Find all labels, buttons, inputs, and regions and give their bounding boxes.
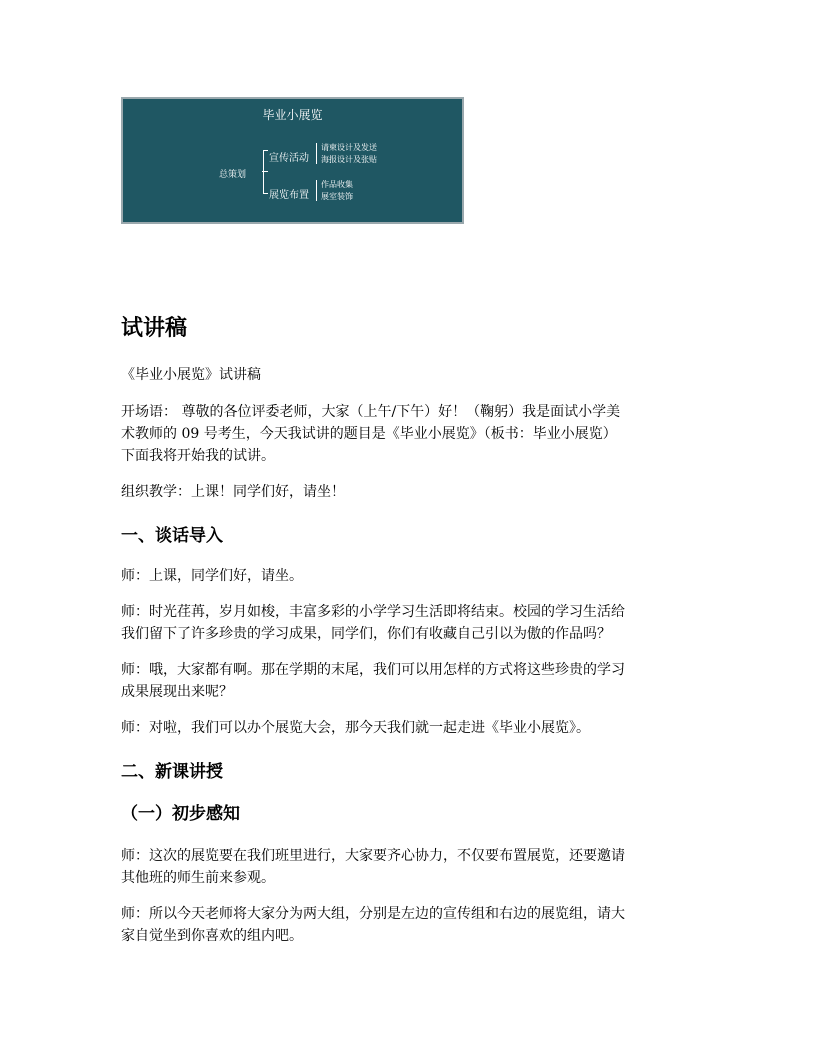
mindmap-connector [263, 193, 268, 194]
paragraph: 组织教学：上课！同学们好，请坐！ [121, 484, 345, 500]
subsection-heading: （一）初步感知 [121, 804, 240, 824]
section-heading: 一、谈话导入 [121, 526, 223, 546]
mindmap-branch: 展览布置 [269, 190, 309, 201]
mindmap-branch: 宣传活动 [269, 153, 309, 164]
paragraph-line: 开场语： 尊敬的各位评委老师，大家（上午/下午）好！（鞠躬）我是面试小学美 [121, 404, 621, 420]
paragraph-line: 师：时光荏苒，岁月如梭，丰富多彩的小学学习生活即将结束。校园的学习生活给 [121, 604, 625, 620]
paragraph-line: 师：这次的展览要在我们班里进行，大家要齐心协力，不仅要布置展览，还要邀请 [121, 848, 625, 864]
mindmap-leaf: 请柬设计及发送 [321, 143, 377, 152]
paragraph-line: 下面我将开始我的试讲。 [121, 448, 275, 464]
paragraph-line: 其他班的师生前来参观。 [121, 870, 275, 886]
paragraph-line: 术教师的 09 号考生，今天我试讲的题目是《毕业小展览》（板书：毕业小展览） [121, 426, 617, 442]
paragraph-line: 我们留下了许多珍贵的学习成果，同学们，你们有收藏自己引以为傲的作品吗？ [121, 626, 611, 642]
mindmap-connector [263, 150, 264, 193]
mindmap-leaf: 作品收集 [321, 180, 353, 189]
section-heading: 二、新课讲授 [121, 762, 223, 782]
paragraph: 《毕业小展览》试讲稿 [121, 367, 261, 383]
mindmap-image [121, 97, 464, 224]
mindmap-connector [316, 180, 317, 201]
mindmap-title: 毕业小展览 [262, 108, 323, 122]
paragraph-line: 家自觉坐到你喜欢的组内吧。 [121, 928, 303, 944]
paragraph: 师：对啦，我们可以办个展览大会，那今天我们就一起走进《毕业小展览》。 [121, 720, 590, 736]
paragraph-line: 师：哦，大家都有啊。那在学期的末尾，我们可以用怎样的方式将这些珍贵的学习 [121, 662, 625, 678]
mindmap-leaf: 海报设计及张贴 [321, 155, 377, 164]
mindmap-connector [316, 143, 317, 164]
mindmap-leaf: 展室装饰 [321, 192, 353, 201]
mindmap-connector [263, 150, 268, 151]
page-title: 试讲稿 [121, 315, 188, 341]
paragraph: 师：上课，同学们好，请坐。 [121, 568, 303, 584]
paragraph-line: 师：所以今天老师将大家分为两大组，分别是左边的宣传组和右边的展览组，请大 [121, 906, 625, 922]
mindmap-root: 总策划 [219, 170, 247, 180]
paragraph-line: 成果展现出来呢？ [121, 684, 233, 700]
